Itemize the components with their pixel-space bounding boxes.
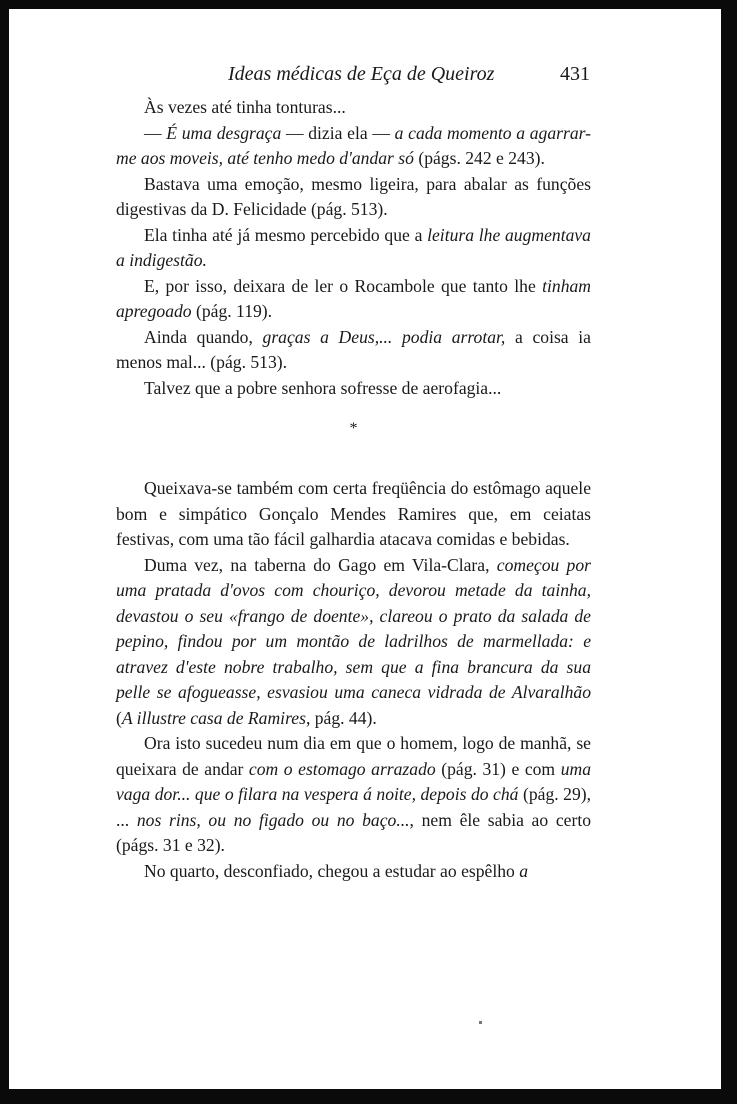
- paragraph-3: Bastava uma emoção, mesmo ligeira, para abalar as funções digestivas da D. Felicidade (pág. 513).: [116, 173, 591, 219]
- italic-run: A illustre casa de Ramires: [121, 707, 306, 728]
- italic-run: com o estomago arrazado: [248, 758, 436, 779]
- text-run: (pág. 119).: [191, 301, 273, 321]
- italic-run: É uma desgraça: [166, 122, 282, 143]
- section-separator: *: [349, 420, 358, 437]
- text-run: Ora isto sucedeu num dia em que o homem, logo de manhã, se queixara de andar: [116, 733, 591, 779]
- body-text: [116, 95, 591, 884]
- paragraph-6: [116, 325, 591, 376]
- paragraph-4: [116, 223, 591, 274]
- text-run: , nem êle sabia ao certo (págs. 31 e 32).: [116, 809, 592, 855]
- text-run: — dizia ela —: [281, 122, 395, 143]
- paragraph-11: [116, 859, 591, 885]
- paragraph-9: [116, 553, 591, 732]
- text-run: , pág. 44).: [305, 707, 377, 728]
- italic-run: uma vaga dor... que o filara na vespera á noite, depois do chá: [116, 758, 591, 804]
- text-run: Ela tinha até já mesmo percebido que a: [144, 224, 428, 245]
- print-speck: [479, 1021, 482, 1024]
- italic-run: nos rins, ou no figado ou no baço...: [136, 809, 410, 830]
- italic-run: graças a Deus,... podia arrotar,: [262, 326, 506, 347]
- paragraph-1: Às vezes até tinha tonturas...: [144, 97, 346, 117]
- running-title: Ideas médicas de Eça de Queiroz: [228, 63, 495, 85]
- text-run: No quarto, desconfiado, chegou a estudar ao espêlho: [144, 860, 520, 881]
- italic-run: a cada momento a agarrar-me aos moveis, até tenho medo d'andar só: [116, 122, 591, 168]
- text-run: (: [116, 707, 122, 728]
- text-run: a coisa ia menos mal... (pág. 513).: [116, 326, 591, 372]
- paragraph-5: [116, 274, 591, 325]
- book-page: [9, 9, 721, 1089]
- text-run: (págs. 242 e 243).: [413, 148, 545, 168]
- text-run: —: [144, 122, 167, 143]
- paragraph-10: [116, 731, 591, 859]
- paragraph-2: [116, 121, 591, 172]
- text-run: Duma vez, na taberna do Gago em Vila-Clara,: [144, 554, 497, 575]
- paragraph-8: Queixava-se também com certa freqüência do estômago aquele bom e simpático Gonçalo Mendes Ramires que, em ceiatas festivas, com uma tão fácil galhardia atacava comidas e bebidas.: [116, 478, 591, 549]
- page-header: [9, 9, 721, 89]
- paragraph-7: Talvez que a pobre senhora sofresse de aerofagia...: [144, 377, 502, 398]
- text-run: E, por isso, deixara de ler o Rocambole que tanto lhe: [144, 275, 543, 296]
- italic-run: tinham apregoado: [116, 275, 591, 321]
- text-run: (pág. 31) e com: [435, 758, 561, 779]
- italic-run: a: [519, 860, 529, 881]
- italic-run: começou por uma pratada d'ovos com chouriço, devorou metade da tainha, devastou o seu «frango de doente», clareou o prato da salada de pepino, findou por um montão de ladrilhos de marmellada: e atravez d'este nobre trabalho, sem que a fina brancura da sua pelle se afogueasse, esvasiou uma caneca vidrada de Alvaralhão: [116, 554, 591, 702]
- text-run: (pág. 29), ...: [116, 784, 592, 830]
- page-number: 431: [560, 63, 590, 85]
- text-run: Ainda quando,: [144, 326, 263, 347]
- italic-run: leitura lhe augmentava a indigestão.: [116, 224, 591, 270]
